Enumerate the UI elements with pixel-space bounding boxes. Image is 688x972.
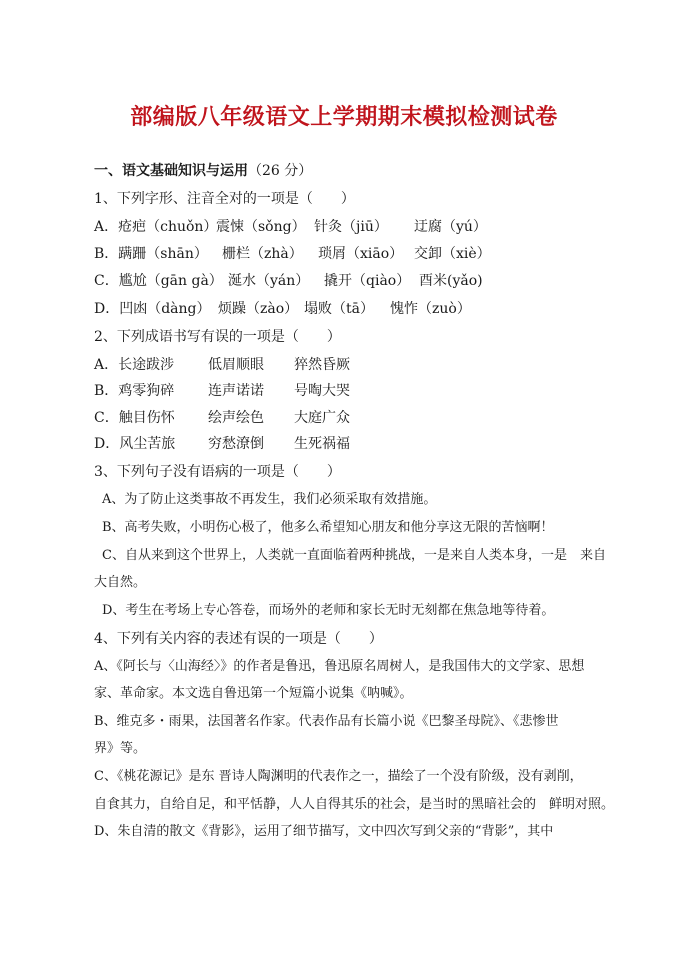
option-text: B．鸡零狗碎 [94,383,175,399]
option-text: 栅栏（zhà） [222,246,303,262]
option-text: 琐屑（xiāo） [318,246,404,262]
option-text: A．疮疤（chuǒn） [94,219,218,235]
option-text: 穷愁潦倒 [208,436,264,452]
option-text: 愧怍（zuò） [390,301,471,317]
question-4-option-a-line1: A、《阿长与〈山海经〉》的作者是鲁迅，鲁迅原名周树人，是我国伟大的文学家、思想 [94,659,585,674]
option-text: 交卸（xiè） [414,246,491,262]
option-text: C．尴尬（gān gà） [94,273,223,289]
option-text: B．蹒跚（shān） [94,246,208,262]
question-3-stem: 3、下列句子没有语病的一项是（ ） [94,464,341,480]
option-text: 烦躁（zào） [218,301,299,317]
option-text: 针灸（jiū） [314,219,388,235]
option-text: 撬开（qiào） [324,273,411,289]
question-1-option-a [94,218,614,236]
question-4-option-a-line2: 家、革命家。本文选自鲁迅第一个短篇小说集《呐喊》。 [94,686,413,701]
option-text: D．凹凼（dàng） [94,301,211,317]
question-1-stem: 1、下列字形、注音全对的一项是（ ） [94,191,355,207]
question-4-option-b-line2: 界》等。 [94,741,147,756]
question-3-option-d: D、考生在考场上专心答卷，而场外的老师和家长无时无刻都在焦急地等待着。 [102,603,555,618]
option-text: 生死祸福 [294,436,350,452]
option-text: 低眉顺眼 [208,357,264,373]
question-2-option-d [94,435,494,453]
question-3-option-a: A、为了防止这类事故不再发生，我们必须采取有效措施。 [102,492,437,507]
question-4-option-b-line1: B、维克多・雨果，法国著名作家。代表作品有长篇小说《巴黎圣母院》、《悲惨世 [94,714,559,729]
option-text: 迂腐（yú） [414,219,487,235]
question-4-option-d-line1: D、朱自清的散文《背影》，运用了细节描写，文中四次写到父亲的“背影”，其中 [94,824,554,839]
option-text: 震悚（sǒng） [216,219,306,235]
option-text: 酉米(yǎo) [419,273,483,289]
question-1-option-b [94,245,614,263]
section-heading-text: 一、语文基础知识与运用 [94,163,248,179]
option-text: C．触目伤怀 [94,410,175,426]
question-2-option-a [94,356,494,374]
option-text: 绘声绘色 [208,410,264,426]
question-2-option-b [94,382,494,400]
question-1-option-c [94,272,614,290]
question-2-stem: 2、下列成语书写有误的一项是（ ） [94,329,341,345]
question-1-option-d [94,300,614,318]
option-text: 塌败（tā） [304,301,374,317]
option-text: 连声诺诺 [208,383,264,399]
question-3-option-c-line1: C、自从来到这个世界上，人类就一直面临着两种挑战，一是来自人类本身，一是 来自 [102,548,606,563]
question-4-option-c-line1: C、《桃花源记》是东 晋诗人陶渊明的代表作之一，描绘了一个没有阶级，没有剥削， [94,769,583,784]
section-score: （26 分） [248,163,313,179]
section-heading [94,162,312,180]
question-2-option-c [94,409,494,427]
option-text: 涎水（yán） [228,273,310,289]
question-3-option-c-line2: 大自然。 [94,575,147,590]
option-text: A．长途跋涉 [94,357,175,373]
page-title: 部编版八年级语文上学期期末模拟检测试卷 [130,104,558,130]
option-text: 号啕大哭 [294,383,350,399]
question-3-option-b: B、高考失败，小明伤心极了，他多么希望知心朋友和他分享这无限的苦恼啊！ [102,520,554,535]
option-text: 大庭广众 [294,410,350,426]
option-text: 猝然昏厥 [294,357,350,373]
question-4-option-c-line2: 自食其力，自给自足，和平恬静，人人自得其乐的社会，是当时的黑暗社会的 鲜明对照。 [94,797,615,812]
question-4-stem: 4、下列有关内容的表述有误的一项是（ ） [94,631,383,647]
option-text: D．风尘苦旅 [94,436,176,452]
